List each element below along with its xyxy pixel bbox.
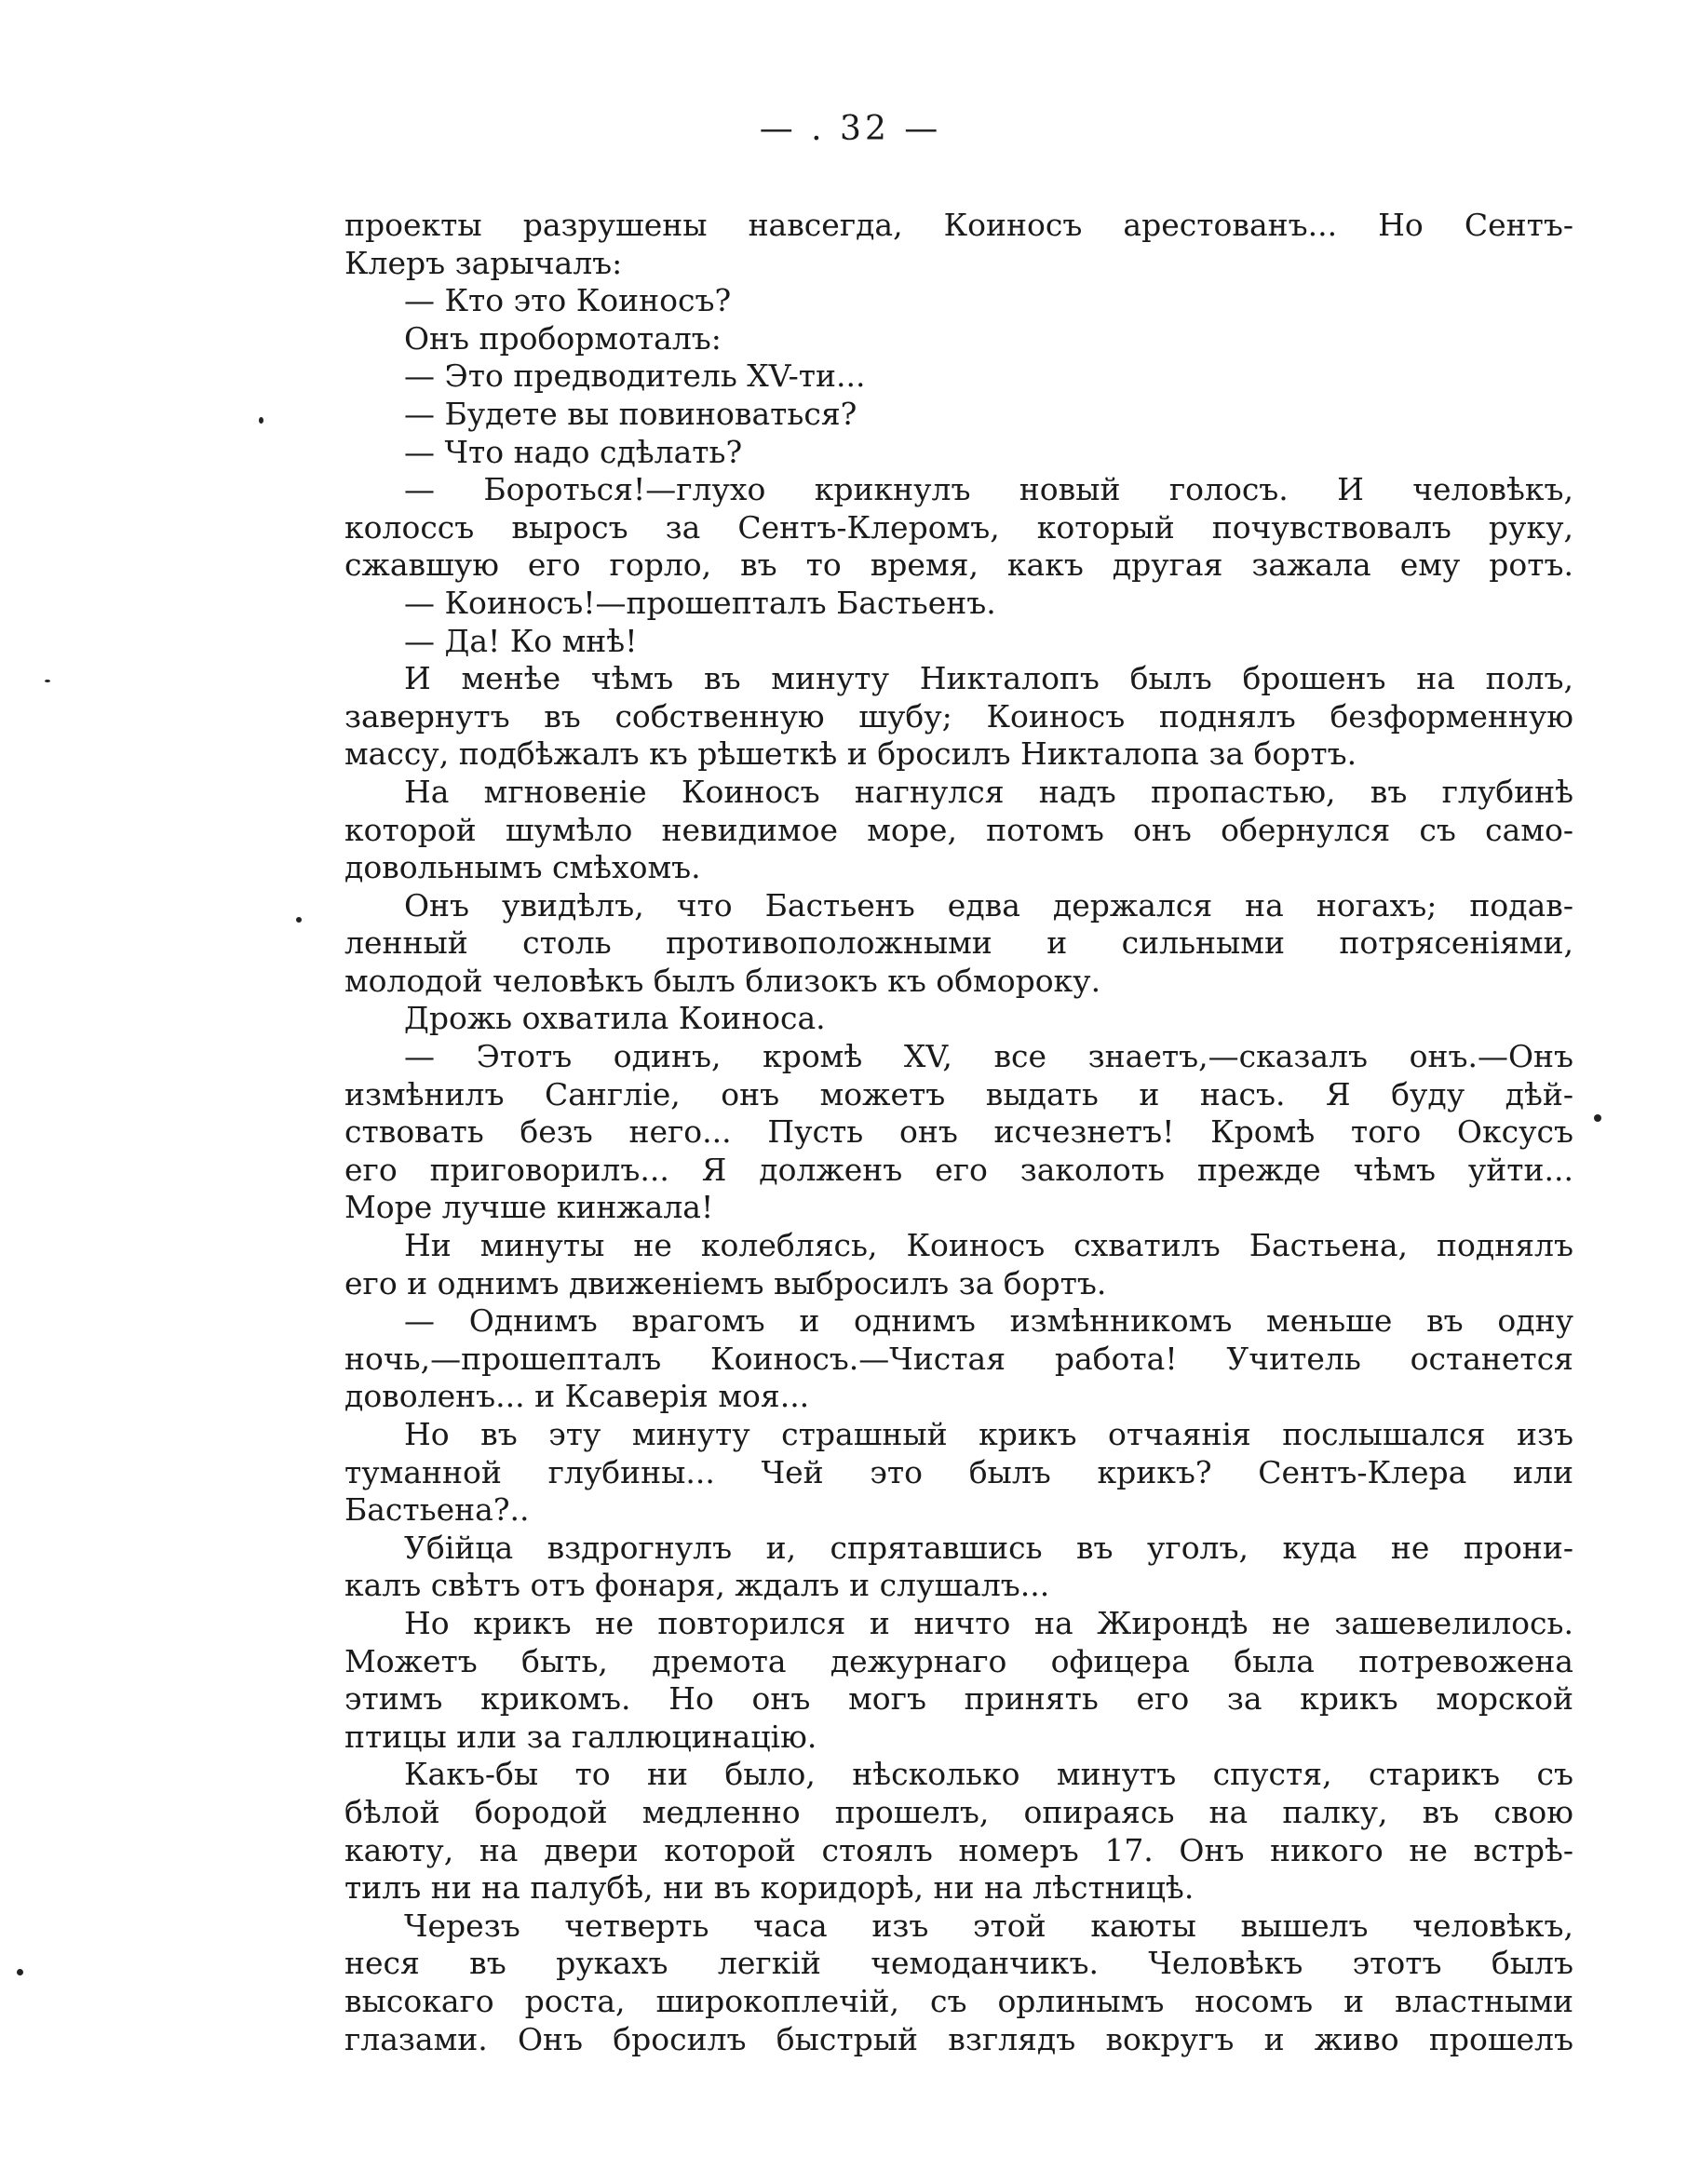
text-line: птицы или за галлюцинацію.	[344, 1718, 817, 1755]
scan-speck	[259, 417, 263, 424]
text-line: И менѣе чѣмъ въ минуту Никталопъ былъ брошенъ на полъ,	[404, 660, 1573, 697]
text-line: его и однимъ движеніемъ выбросилъ за бортъ.	[344, 1264, 1107, 1301]
text-line: тилъ ни на палубѣ, ни въ коридорѣ, ни на лѣстницѣ.	[344, 1869, 1195, 1907]
text-line: довольнымъ смѣхомъ.	[344, 849, 701, 886]
text-line: ночь,—прошепталъ Коиносъ.—Чистая работа! Учитель останется	[344, 1340, 1573, 1377]
text-line: — Этотъ одинъ, кромѣ XV, все знаетъ,—сказалъ онъ.—Онъ	[404, 1038, 1573, 1075]
text-line: Бастьена?..	[344, 1491, 530, 1529]
text-line: Черезъ четверть часа изъ этой каюты вышелъ человѣкъ,	[404, 1907, 1573, 1944]
text-line: молодой человѣкъ былъ близокъ къ обмороку.	[344, 962, 1101, 999]
text-line: колоссъ выросъ за Сентъ-Клеромъ, который почувствовалъ руку,	[344, 508, 1573, 546]
page-number: — . 32 —	[759, 110, 942, 148]
scan-speck	[45, 680, 50, 682]
text-line: Дрожь охватила Коиноса.	[404, 1000, 826, 1037]
text-line: бѣлой бородой медленно прошелъ, опираясь на палку, въ свою	[344, 1793, 1573, 1830]
text-line: его приговорилъ... Я долженъ его заколоть прежде чѣмъ уйти...	[344, 1151, 1573, 1188]
text-line: — Будете вы повиноваться?	[404, 395, 857, 432]
text-line: — Коиносъ!—прошепталъ Бастьенъ.	[404, 584, 996, 621]
text-line: высокаго роста, широкоплечій, съ орлинымъ носомъ и властными	[344, 1982, 1573, 2019]
text-line: неся въ рукахъ легкій чемоданчикъ. Человѣкъ этотъ былъ	[344, 1945, 1573, 1982]
body-text	[344, 207, 1573, 2058]
scan-speck	[17, 1969, 23, 1975]
text-line: туманной глубины... Чей это былъ крикъ? Сентъ-Клера или	[344, 1453, 1573, 1490]
text-line: — Что надо сдѣлать?	[404, 433, 743, 470]
text-line: Но въ эту минуту страшный крикъ отчаянія послышался изъ	[404, 1416, 1573, 1452]
text-line: Но крикъ не повторился и ничто на Жирондѣ не зашевелилось.	[404, 1604, 1573, 1641]
text-line: Онъ увидѣлъ, что Бастьенъ едва держался на ногахъ; подав-	[404, 886, 1573, 923]
text-line: Можетъ быть, дремота дежурнаго офицера была потревожена	[344, 1642, 1573, 1679]
scan-speck	[296, 917, 302, 923]
text-line: проекты разрушены навсегда, Коиносъ арестованъ... Но Сентъ-	[344, 207, 1573, 243]
text-line: Клеръ зарычалъ:	[344, 244, 623, 281]
text-line: ленный столь противоположными и сильными потрясеніями,	[344, 924, 1573, 962]
text-line: — Это предводитель XV-ти...	[404, 357, 866, 395]
text-line: которой шумѣло невидимое море, потомъ онъ обернулся съ само-	[344, 811, 1573, 848]
text-line: Какъ-бы то ни было, нѣсколько минутъ спустя, старикъ съ	[404, 1756, 1573, 1793]
text-line: Убійца вздрогнулъ и, спрятавшись въ уголъ, куда не прони-	[404, 1529, 1573, 1566]
text-line: — Да! Ко мнѣ!	[404, 622, 638, 659]
text-line: ствовать безъ него... Пусть онъ исчезнетъ! Кромѣ того Оксусъ	[344, 1113, 1573, 1151]
text-line: — Бороться!—глухо крикнулъ новый голосъ. И человѣкъ,	[404, 471, 1573, 508]
text-line: Море лучше кинжала!	[344, 1189, 714, 1226]
text-line: Онъ пробормоталъ:	[404, 319, 722, 357]
text-line: измѣнилъ Сангліе, онъ можетъ выдать и насъ. Я буду дѣй-	[344, 1075, 1573, 1112]
text-line: каюту, на двери которой стоялъ номеръ 17. Онъ никого не встрѣ-	[344, 1831, 1573, 1868]
text-line: калъ свѣтъ отъ фонаря, ждалъ и слушалъ...	[344, 1567, 1050, 1604]
text-line: глазами. Онъ бросилъ быстрый взглядъ вокругъ и живо прошелъ	[344, 2020, 1573, 2057]
text-line: Ни минуты не колеблясь, Коиносъ схватилъ Бастьена, поднялъ	[404, 1227, 1573, 1264]
text-line: — Кто это Коиносъ?	[404, 282, 732, 319]
text-line: — Однимъ врагомъ и однимъ измѣнникомъ меньше въ одну	[404, 1302, 1573, 1340]
text-line: массу, подбѣжалъ къ рѣшеткѣ и бросилъ Никталопа за бортъ.	[344, 735, 1357, 773]
text-line: На мгновеніе Коиносъ нагнулся надъ пропастью, въ глубинѣ	[404, 773, 1573, 810]
text-line: доволенъ... и Ксаверія моя...	[344, 1378, 810, 1415]
text-line: сжавшую его горло, въ то время, какъ другая зажала ему ротъ.	[344, 546, 1573, 584]
scan-speck	[1594, 1114, 1601, 1122]
text-line: завернутъ въ собственную шубу; Коиносъ поднялъ безформенную	[344, 697, 1573, 735]
text-line: этимъ крикомъ. Но онъ могъ принять его за крикъ морской	[344, 1680, 1573, 1718]
